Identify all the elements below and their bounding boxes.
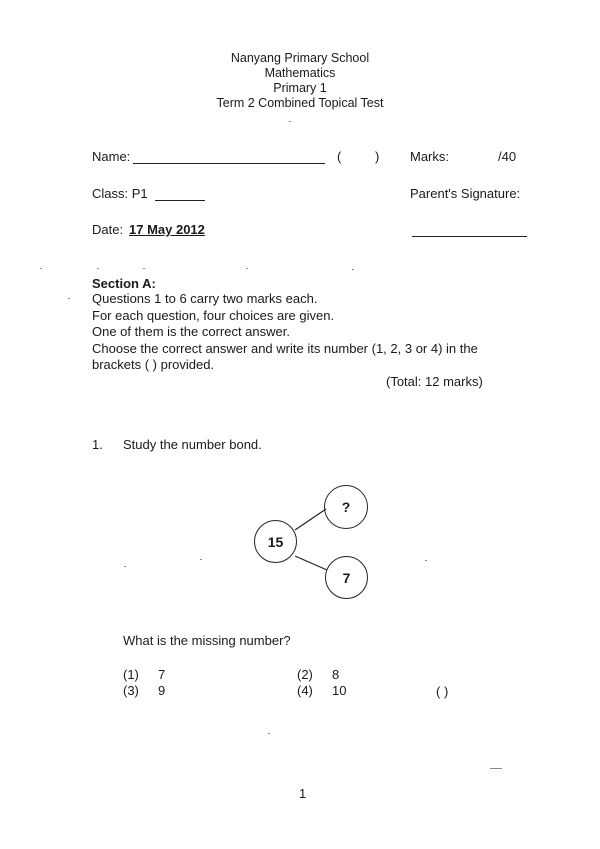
question-number: 1. xyxy=(92,437,103,452)
scan-speck xyxy=(143,268,145,269)
option-value: 7 xyxy=(158,667,166,682)
scan-speck xyxy=(425,560,427,561)
instruction-line: For each question, four choices are given. xyxy=(92,307,335,323)
scan-speck xyxy=(68,298,70,299)
bond-whole-circle: 15 xyxy=(254,520,297,563)
option-label: (3) xyxy=(123,683,139,698)
name-label: Name: xyxy=(92,149,131,164)
scan-speck xyxy=(268,733,270,734)
option-label: (2) xyxy=(297,667,313,682)
test-title: Term 2 Combined Topical Test xyxy=(216,96,384,110)
scan-speck xyxy=(124,566,126,567)
subject: Mathematics xyxy=(264,66,336,80)
scan-speck xyxy=(289,121,291,122)
bond-part-unknown-circle: ? xyxy=(324,485,368,529)
page-number: 1 xyxy=(299,786,307,801)
answer-bracket[interactable]: ( ) xyxy=(436,684,449,699)
section-a-title: Section A: xyxy=(92,276,156,291)
instruction-line: Choose the correct answer and write its number (1, 2, 3 or 4) in the xyxy=(92,340,478,356)
instruction-line: One of them is the correct answer. xyxy=(92,324,290,339)
register-paren-open: ( xyxy=(337,149,342,164)
scan-speck xyxy=(352,269,354,270)
marks-label: Marks: xyxy=(410,149,449,164)
school-name: Nanyang Primary School xyxy=(230,51,370,65)
register-paren-close: ) xyxy=(375,149,380,164)
option-label: (4) xyxy=(297,683,313,698)
instruction-line: Questions 1 to 6 carry two marks each. xyxy=(92,291,318,306)
level: Primary 1 xyxy=(273,81,327,95)
scan-speck xyxy=(200,559,202,560)
question-text: What is the missing number? xyxy=(123,633,291,648)
class-label: Class: P1 xyxy=(92,186,148,201)
date-value: 17 May 2012 xyxy=(129,222,205,237)
bond-part-known-circle: 7 xyxy=(325,556,368,599)
option-value: 10 xyxy=(332,683,347,698)
bond-line-top xyxy=(295,509,326,530)
option-value: 8 xyxy=(332,667,340,682)
question-prompt: Study the number bond. xyxy=(123,437,262,452)
scan-speck xyxy=(246,268,248,269)
instruction-line: brackets ( ) provided. xyxy=(92,357,215,372)
section-a-total: (Total: 12 marks) xyxy=(386,374,483,389)
bond-line-bottom xyxy=(295,556,327,570)
marks-total: /40 xyxy=(498,149,517,164)
date-label: Date: xyxy=(92,222,124,237)
scan-speck xyxy=(490,768,502,769)
scan-speck xyxy=(40,268,42,269)
option-value: 9 xyxy=(158,683,166,698)
signature-label: Parent's Signature: xyxy=(410,186,521,201)
option-label: (1) xyxy=(123,667,139,682)
scan-speck xyxy=(97,268,99,269)
